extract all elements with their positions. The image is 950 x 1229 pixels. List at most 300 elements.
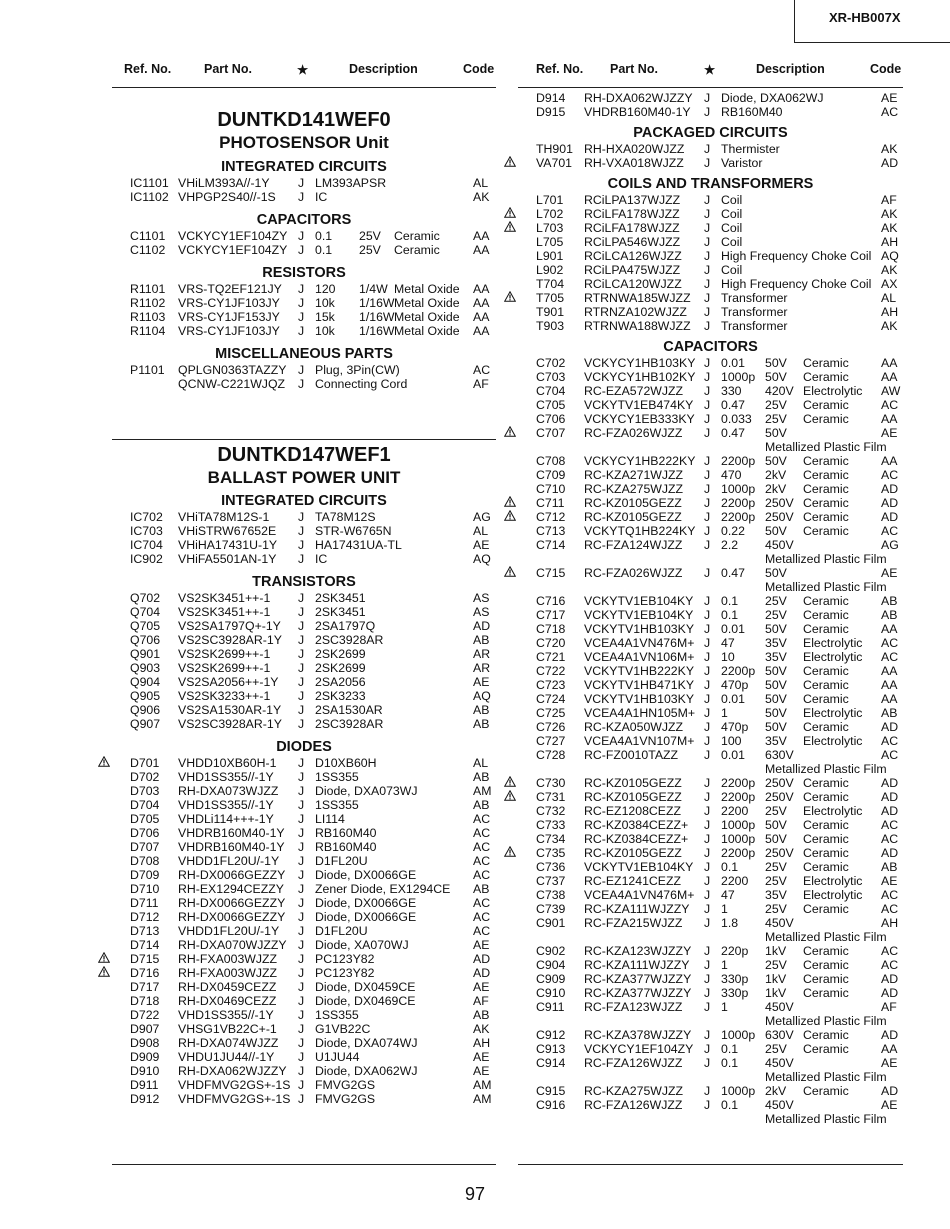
spec-voltage: 1kV: [765, 972, 787, 986]
code: AM: [473, 1078, 492, 1092]
mark: J: [298, 840, 305, 854]
ref-no: C710: [536, 482, 566, 496]
mark: J: [704, 650, 711, 664]
part-no: VRS-TQ2EF121JY: [178, 282, 282, 296]
part-no: RC-FZA126WJZZ: [584, 1056, 683, 1070]
spec-voltage: 25V: [765, 958, 787, 972]
spec-type: Ceramic: [803, 692, 849, 706]
spec-type: Metal Oxide: [394, 324, 460, 338]
parts-row: [518, 1112, 903, 1126]
ref-no: C709: [536, 468, 566, 482]
part-no: RH-DX0469CEZZ: [178, 994, 277, 1008]
mark: J: [704, 734, 711, 748]
code: AB: [473, 798, 490, 812]
part-no: VHDD10XB60H-1: [178, 756, 277, 770]
parts-row: [112, 703, 496, 717]
code: AC: [881, 468, 899, 482]
spec-voltage: 25V: [765, 874, 787, 888]
ref-no: C726: [536, 720, 566, 734]
mark: J: [298, 826, 305, 840]
spec-voltage: Metallized Plastic Film: [765, 440, 887, 454]
parts-row: [112, 524, 496, 538]
mark: J: [704, 1084, 711, 1098]
code: AF: [473, 994, 489, 1008]
spec-voltage: 630V: [765, 1028, 794, 1042]
code: AE: [473, 538, 490, 552]
ref-no: D704: [130, 798, 160, 812]
part-no: VHDD1FL20U/-1Y: [178, 924, 280, 938]
mark: J: [298, 952, 305, 966]
part-no: RTRNZA102WJZZ: [584, 305, 687, 319]
part-no: RCiLCA126WJZZ: [584, 249, 682, 263]
code: AD: [881, 846, 899, 860]
part-no: VCKYCY1EF104ZY: [178, 243, 288, 257]
part-no: VHSG1VB22C+-1: [178, 1022, 277, 1036]
description: 2SA2056: [315, 675, 366, 689]
ref-no: C712: [536, 510, 566, 524]
description: 1000p: [721, 1028, 756, 1042]
mark: J: [704, 249, 711, 263]
safety-warning-icon: [504, 776, 516, 787]
code: AC: [473, 910, 491, 924]
spec-voltage: 25V: [765, 860, 787, 874]
section-heading: DIODES: [276, 739, 332, 755]
code: AD: [473, 952, 491, 966]
safety-warning-icon: [504, 221, 516, 232]
mark: J: [298, 924, 305, 938]
parts-row: [518, 944, 903, 958]
spec-voltage: 450V: [765, 916, 794, 930]
parts-row: [518, 860, 903, 874]
code: AX: [881, 277, 898, 291]
parts-row: [518, 370, 903, 384]
code: AE: [473, 938, 490, 952]
spec-type: Ceramic: [803, 860, 849, 874]
ref-no: C715: [536, 566, 566, 580]
ref-no: C915: [536, 1084, 566, 1098]
parts-row: [112, 994, 496, 1008]
parts-row: [112, 826, 496, 840]
mark: J: [704, 538, 711, 552]
part-no: VCKYTV1HB222KY: [584, 664, 695, 678]
spec-voltage: 1/16W: [359, 324, 395, 338]
code: AM: [473, 784, 492, 798]
description: 1: [721, 902, 728, 916]
code: AM: [473, 1092, 492, 1106]
ref-no: C916: [536, 1098, 566, 1112]
spec-voltage: 25V: [765, 902, 787, 916]
mark: J: [298, 1050, 305, 1064]
mark: J: [298, 966, 305, 980]
parts-row: [518, 356, 903, 370]
spec-voltage: 630V: [765, 748, 794, 762]
description: 0.1: [721, 608, 739, 622]
section-heading: TRANSISTORS: [252, 574, 356, 590]
spec-type: Ceramic: [803, 412, 849, 426]
mark: J: [704, 510, 711, 524]
part-no: RH-DXA070WJZZY: [178, 938, 287, 952]
spec-voltage: 50V: [765, 664, 787, 678]
spec-type: Electrolytic: [803, 706, 863, 720]
mark: J: [704, 1028, 711, 1042]
part-no: RTRNWA188WJZZ: [584, 319, 691, 333]
mark: J: [704, 1042, 711, 1056]
ref-no: C911: [536, 1000, 565, 1014]
code: AD: [881, 720, 899, 734]
parts-row: [518, 874, 903, 888]
parts-row: [518, 398, 903, 412]
mark: J: [298, 1064, 305, 1078]
part-no: VHD1SS355//-1Y: [178, 798, 274, 812]
spec-type: Ceramic: [803, 958, 849, 972]
parts-row: [518, 263, 903, 277]
mark: J: [298, 229, 305, 243]
ref-no: D910: [130, 1064, 160, 1078]
part-no: VCEA4A1HN105M+: [584, 706, 696, 720]
description: Diode, DX0066GE: [315, 896, 417, 910]
code: AG: [881, 538, 899, 552]
description: 1: [721, 706, 728, 720]
header-ref: Ref. No.: [124, 62, 172, 76]
part-no: VHD1SS355//-1Y: [178, 770, 274, 784]
spec-voltage: 50V: [765, 720, 787, 734]
description: 2SK3451: [315, 591, 366, 605]
mark: J: [298, 1036, 305, 1050]
parts-row: [518, 524, 903, 538]
part-no: RC-KZ0384CEZZ+: [584, 818, 689, 832]
description: Transformer: [721, 319, 788, 333]
code: AH: [881, 916, 899, 930]
description: 0.1: [721, 1042, 739, 1056]
part-no: VCKYTQ1HB224KY: [584, 524, 696, 538]
mark: J: [298, 633, 305, 647]
code: AC: [881, 818, 899, 832]
description: 0.47: [721, 398, 745, 412]
description: IC: [315, 552, 328, 566]
spec-type: Electrolytic: [803, 650, 863, 664]
parts-row: [518, 566, 903, 580]
parts-row: [112, 854, 496, 868]
description: Zener Diode, EX1294CE: [315, 882, 451, 896]
ref-no: C727: [536, 734, 566, 748]
description: 1000p: [721, 482, 756, 496]
mark: J: [298, 1078, 305, 1092]
code: AE: [473, 1064, 490, 1078]
spec-type: Ceramic: [803, 608, 849, 622]
code: AC: [881, 524, 899, 538]
mark: J: [704, 594, 711, 608]
safety-warning-icon: [98, 966, 110, 977]
code: AD: [881, 1084, 899, 1098]
parts-row: [518, 482, 903, 496]
ref-no: C730: [536, 776, 566, 790]
description: TA78M12S: [315, 510, 376, 524]
ref-no: C711: [536, 496, 565, 510]
description: 2SK2699: [315, 661, 366, 675]
parts-row: [112, 952, 496, 966]
description: 1: [721, 958, 728, 972]
part-no: VS2SK2699++-1: [178, 647, 271, 661]
ref-no: L902: [536, 263, 564, 277]
spec-voltage: 50V: [765, 370, 787, 384]
description: 120: [315, 282, 336, 296]
spec-type: Ceramic: [803, 454, 849, 468]
description: 0.1: [315, 243, 333, 257]
spec-voltage: 450V: [765, 1000, 794, 1014]
parts-row: [112, 717, 496, 731]
ref-no: D710: [130, 882, 160, 896]
part-no: RC-KZA377WJZZY: [584, 972, 692, 986]
parts-row: [518, 916, 903, 930]
parts-row: [112, 896, 496, 910]
part-no: RC-KZA111WJZZY: [584, 958, 690, 972]
spec-voltage: 250V: [765, 510, 794, 524]
column-header: [112, 62, 496, 78]
description: 2SK2699: [315, 647, 366, 661]
code: AB: [881, 860, 898, 874]
mark: J: [298, 910, 305, 924]
description: Coil: [721, 207, 743, 221]
mark: J: [298, 1022, 305, 1036]
mark: J: [704, 426, 711, 440]
description: 1.8: [721, 916, 739, 930]
ref-no: C723: [536, 678, 566, 692]
mark: J: [704, 748, 711, 762]
description: 330p: [721, 986, 749, 1000]
description: 1000p: [721, 370, 756, 384]
ref-no: Q905: [130, 689, 161, 703]
mark: J: [704, 972, 711, 986]
spec-voltage: 50V: [765, 524, 787, 538]
ref-no: C713: [536, 524, 566, 538]
parts-row: [518, 440, 903, 454]
ref-no: C731: [536, 790, 566, 804]
ref-no: C733: [536, 818, 566, 832]
mark: J: [704, 790, 711, 804]
ref-no: TH901: [536, 142, 573, 156]
mark: J: [298, 717, 305, 731]
mark: J: [298, 896, 305, 910]
mark: J: [298, 510, 305, 524]
code: AE: [881, 874, 898, 888]
description: 0.1: [315, 229, 333, 243]
code: AD: [473, 619, 491, 633]
description: 0.22: [721, 524, 745, 538]
spec-voltage: 1kV: [765, 986, 787, 1000]
section-heading: CAPACITORS: [256, 212, 352, 228]
unit-name-title: PHOTOSENSOR Unit: [219, 133, 389, 152]
description: 330p: [721, 972, 749, 986]
description: 1SS355: [315, 770, 359, 784]
mark: J: [298, 524, 305, 538]
ref-no: D702: [130, 770, 160, 784]
description: 1SS355: [315, 1008, 359, 1022]
mark: J: [704, 482, 711, 496]
code: AH: [473, 1036, 491, 1050]
spec-voltage: 1/16W: [359, 310, 395, 324]
code: AE: [473, 980, 490, 994]
mark: J: [298, 812, 305, 826]
mark: J: [704, 356, 711, 370]
description: 470p: [721, 678, 749, 692]
mark: J: [704, 944, 711, 958]
ref-no: D909: [130, 1050, 160, 1064]
ref-no: C721: [536, 650, 566, 664]
description: 10k: [315, 324, 335, 338]
ref-no: C718: [536, 622, 566, 636]
ref-no: R1103: [130, 310, 166, 324]
part-no: VCKYCY1HB222KY: [584, 454, 696, 468]
spec-type: Ceramic: [803, 664, 849, 678]
parts-row: [518, 846, 903, 860]
part-no: VHDFMVG2GS+-1S: [178, 1092, 291, 1106]
safety-warning-icon: [504, 566, 516, 577]
spec-voltage: 25V: [765, 412, 787, 426]
part-no: RCiLPA475WJZZ: [584, 263, 681, 277]
description: 2SC3928AR: [315, 633, 384, 647]
ref-no: Q906: [130, 703, 161, 717]
unit-code-title: DUNTKD147WEF1: [217, 444, 391, 466]
model-number: XR-HB007X: [829, 10, 901, 25]
mark: J: [704, 156, 711, 170]
spec-voltage: 25V: [765, 608, 787, 622]
parts-row: [518, 1070, 903, 1084]
mark: J: [704, 91, 711, 105]
mark: J: [298, 994, 305, 1008]
spec-voltage: 35V: [765, 734, 787, 748]
description: 0.01: [721, 748, 745, 762]
spec-voltage: 250V: [765, 776, 794, 790]
code: AA: [473, 324, 490, 338]
code: AA: [881, 370, 898, 384]
spacer: [112, 88, 496, 108]
ref-no: D716: [130, 966, 160, 980]
description: Coil: [721, 263, 743, 277]
mark: J: [704, 958, 711, 972]
ref-no: C720: [536, 636, 566, 650]
description: 0.1: [721, 1056, 739, 1070]
description: 2SK3451: [315, 605, 366, 619]
description: 470: [721, 468, 742, 482]
code: AQ: [473, 552, 491, 566]
spec-voltage: 50V: [765, 678, 787, 692]
parts-row: [518, 678, 903, 692]
code: AC: [881, 958, 899, 972]
part-no: RH-DXA073WJZZ: [178, 784, 279, 798]
section-heading: COILS AND TRANSFORMERS: [607, 176, 814, 192]
mark: J: [298, 296, 305, 310]
code: AA: [881, 1042, 898, 1056]
spec-voltage: 50V: [765, 566, 787, 580]
spec-voltage: Metallized Plastic Film: [765, 930, 887, 944]
spec-type: Ceramic: [803, 776, 849, 790]
description: PC123Y82: [315, 966, 375, 980]
description: Diode, DX0066GE: [315, 868, 417, 882]
mark: J: [704, 622, 711, 636]
ref-no: D705: [130, 812, 160, 826]
code: AC: [473, 868, 491, 882]
description: 2200: [721, 804, 749, 818]
code: AG: [473, 510, 491, 524]
safety-warning-icon: [504, 426, 516, 437]
parts-row: [518, 105, 903, 119]
parts-row: [518, 1056, 903, 1070]
description: Diode, DX0066GE: [315, 910, 417, 924]
parts-row: [112, 1036, 496, 1050]
description: RB160M40: [315, 840, 377, 854]
spec-type: Ceramic: [394, 229, 440, 243]
ref-no: C909: [536, 972, 566, 986]
safety-warning-icon: [504, 496, 516, 507]
spec-type: Ceramic: [803, 832, 849, 846]
part-no: RH-DX0459CEZZ: [178, 980, 277, 994]
part-no: RH-FXA003WJZZ: [178, 966, 278, 980]
mark: J: [704, 142, 711, 156]
description: 1000p: [721, 1084, 756, 1098]
parts-row: [518, 804, 903, 818]
part-no: RC-KZA378WJZZY: [584, 1028, 692, 1042]
parts-row: [518, 972, 903, 986]
description: 10k: [315, 296, 335, 310]
mark: J: [298, 619, 305, 633]
part-no: VCKYTV1HB103KY: [584, 692, 695, 706]
code: AD: [881, 972, 899, 986]
description: 0.1: [721, 594, 739, 608]
part-no: RH-VXA018WJZZ: [584, 156, 684, 170]
mark: J: [298, 675, 305, 689]
description: 100: [721, 734, 742, 748]
ref-no: C1101: [130, 229, 166, 243]
parts-row: [518, 207, 903, 221]
spec-voltage: 450V: [765, 1056, 794, 1070]
mark: J: [704, 1098, 711, 1112]
mark: J: [704, 860, 711, 874]
spec-voltage: 50V: [765, 818, 787, 832]
ref-no: T705: [536, 291, 565, 305]
mark: J: [298, 868, 305, 882]
spec-voltage: 250V: [765, 496, 794, 510]
spacer: [112, 391, 496, 439]
mark: J: [704, 888, 711, 902]
mark: J: [298, 647, 305, 661]
parts-row: [518, 412, 903, 426]
mark: J: [704, 818, 711, 832]
code: AR: [473, 647, 491, 661]
code: AC: [881, 902, 899, 916]
parts-row: [518, 221, 903, 235]
description: FMVG2GS: [315, 1078, 376, 1092]
code: AK: [881, 221, 898, 235]
safety-warning-icon: [98, 952, 110, 963]
code: AD: [881, 496, 899, 510]
part-no: VS2SA1797Q+-1Y: [178, 619, 281, 633]
code: AC: [881, 748, 899, 762]
code: AB: [473, 633, 490, 647]
code: AD: [473, 966, 491, 980]
code: AW: [881, 384, 901, 398]
part-no: VS2SK3451++-1: [178, 605, 271, 619]
part-no: RC-KZA271WJZZ: [584, 468, 684, 482]
ref-no: R1104: [130, 324, 166, 338]
description: 0.1: [721, 860, 739, 874]
ref-no: T901: [536, 305, 565, 319]
right-column: [518, 62, 903, 1126]
part-no: RTRNWA185WJZZ: [584, 291, 691, 305]
code: AS: [473, 591, 490, 605]
ref-no: C722: [536, 664, 566, 678]
spec-type: Electrolytic: [803, 804, 863, 818]
ref-no: C724: [536, 692, 566, 706]
